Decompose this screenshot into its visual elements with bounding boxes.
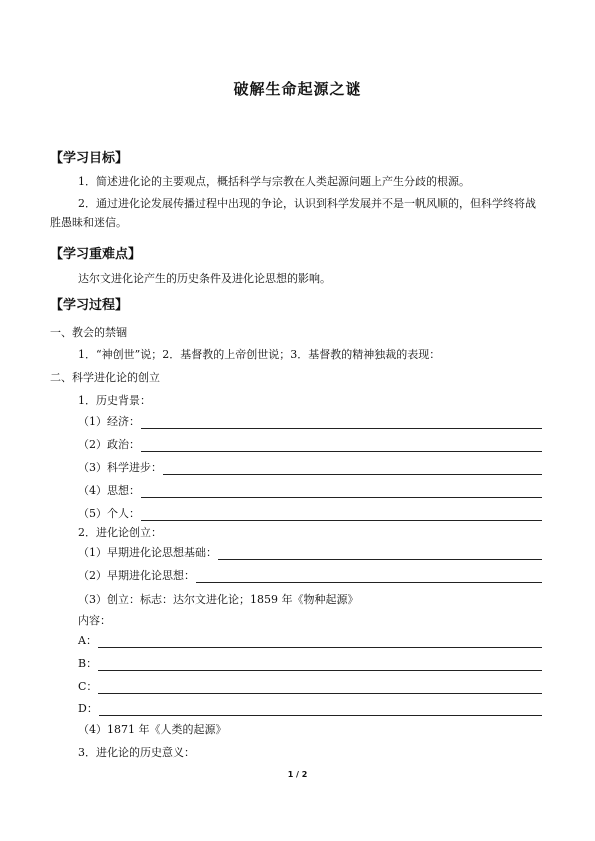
fill-blank-early-thought[interactable]	[78, 569, 542, 583]
blank-line[interactable]	[141, 439, 542, 452]
section-heading-key-points: 【学习重难点】	[50, 247, 142, 262]
fill-blank-politics[interactable]	[78, 438, 542, 452]
fill-blank-early-basis[interactable]	[78, 546, 542, 560]
fill-label: （1）经济：	[78, 415, 140, 428]
fill-label: （5）个人：	[78, 507, 140, 520]
fill-blank-science[interactable]	[78, 461, 542, 475]
fill-blank-content-c[interactable]	[78, 680, 542, 694]
fill-blank-content-a[interactable]	[78, 634, 542, 648]
creation-3: （3）创立：标志：达尔文进化论；1859 年《物种起源》	[78, 593, 359, 606]
blank-line[interactable]	[218, 547, 542, 560]
fill-blank-content-b[interactable]	[78, 657, 542, 671]
blank-line[interactable]	[98, 658, 542, 671]
part2-title: 二、科学进化论的创立	[50, 371, 160, 384]
section-heading-process: 【学习过程】	[50, 298, 129, 313]
blank-line[interactable]	[196, 570, 542, 583]
blank-line[interactable]	[99, 703, 542, 716]
part1-title: 一、教会的禁锢	[50, 326, 127, 339]
fill-label: （2）政治：	[78, 438, 140, 451]
fill-blank-thought[interactable]	[78, 484, 542, 498]
fill-label: A：	[78, 634, 97, 647]
section-heading-goals: 【学习目标】	[50, 151, 129, 166]
part1-line: 1．“神创世”说；2．基督教的上帝创世说；3．基督教的精神独裁的表现：	[78, 348, 441, 361]
history-background-label: 1．历史背景：	[78, 394, 151, 407]
fill-label: （3）科学进步：	[78, 461, 162, 474]
blank-line[interactable]	[141, 508, 542, 521]
fill-label: （1）早期进化论思想基础：	[78, 546, 217, 559]
fill-label: C：	[78, 680, 98, 693]
creation-label: 2．进化论创立：	[78, 526, 162, 539]
page-title: 破解生命起源之谜	[233, 80, 362, 98]
fill-blank-content-d[interactable]	[78, 702, 542, 716]
goal-item-2: 2．通过进化论发展传播过程中出现的争论，认识到科学发展并不是一帆风顺的，但科学终将战胜愚昧和迷信。	[50, 197, 536, 229]
fill-blank-economy[interactable]	[78, 415, 542, 429]
fill-label: D：	[78, 702, 98, 715]
fill-label: （2）早期进化论思想：	[78, 569, 195, 582]
fill-label: （4）思想：	[78, 484, 140, 497]
goal-item-1: 1．简述进化论的主要观点，概括科学与宗教在人类起源问题上产生分歧的根源。	[78, 175, 470, 188]
key-points-text: 达尔文进化论产生的历史条件及进化论思想的影响。	[78, 272, 331, 285]
blank-line[interactable]	[98, 635, 542, 648]
content-label: 内容：	[78, 614, 111, 627]
fill-label: B：	[78, 657, 98, 670]
fill-blank-personal[interactable]	[78, 507, 542, 521]
blank-line[interactable]	[98, 681, 542, 694]
historical-significance-label: 3．进化论的历史意义：	[78, 746, 195, 759]
creation-4: （4）1871 年《人类的起源》	[78, 723, 227, 736]
blank-line[interactable]	[141, 485, 542, 498]
blank-line[interactable]	[141, 416, 542, 429]
blank-line[interactable]	[163, 462, 542, 475]
page-number: 1 / 2	[287, 770, 308, 779]
